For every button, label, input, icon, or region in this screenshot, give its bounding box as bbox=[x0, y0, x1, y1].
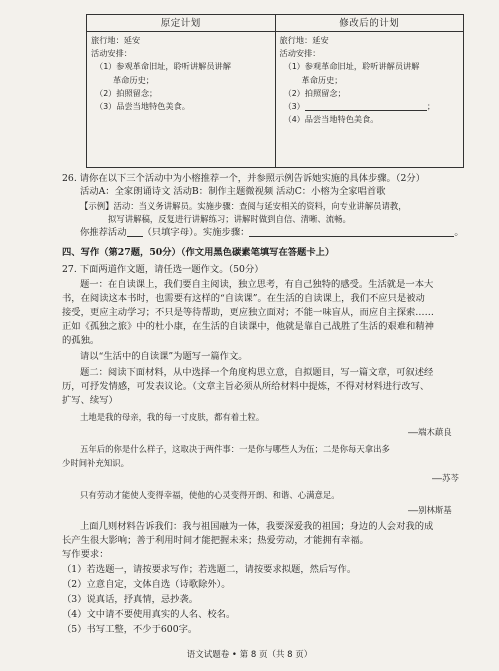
table-line: 活动安排： bbox=[279, 48, 321, 59]
answer-text: 你推荐活动 bbox=[80, 227, 127, 238]
item-number: （3） bbox=[283, 101, 305, 112]
quote-author: ——别林斯基 bbox=[408, 505, 452, 515]
topic1-title-instruction: 请以“生活中的自读课”为题写一篇作文。 bbox=[80, 351, 248, 362]
requirement-item: （4）文中请不要使用真实的人名、校名。 bbox=[62, 609, 236, 620]
topic2-text: 题二：阅读下面材料，从中选择一个角度构思立意，自拟题目，写一篇文章，可叙述经 bbox=[80, 367, 434, 378]
requirement-item: （1）若选题一，请按要求写作；若选题二，请按要求拟题，然后写作。 bbox=[62, 564, 357, 575]
quote-text: 五年后的你是什么样子，这取决于两件事：一是你与哪些人为伍；二是你每天拿出多 bbox=[80, 444, 390, 454]
table-line: （3）品尝当地特色美食。 bbox=[95, 101, 190, 112]
activity-blank[interactable] bbox=[127, 227, 143, 237]
q26-prompt: 26. 请你在以下三个活动中为小榕推荐一个，并参照示例告诉她实施的具体步骤。（2分） bbox=[62, 173, 425, 184]
q26-example-line: 拟写讲解稿，反复进行讲解练习；讲解时做到自信、清晰、流畅。 bbox=[108, 214, 351, 224]
requirement-item: （2）立意自定，文体自选（诗歌除外）。 bbox=[62, 579, 231, 590]
topic2-text: 历，可抒发情感，可发表议论。（文章主旨必须从所给材料中提炼，不得对材料进行改写、 bbox=[62, 381, 430, 392]
topic1-text: 题一：在自读课上，我们要自主阅读，独立思考，有自己独特的感受。生活就是一本大 bbox=[80, 279, 434, 290]
topic1-text: 书，在阅读这本书时，也需要有这样的“自读课”。在生活的自读课上，我们不应只是被动 bbox=[62, 293, 425, 304]
material-summary: 上面几则材料告诉我们：我与祖国融为一体，我要深爱我的祖国；身边的人会对我的成 bbox=[80, 521, 434, 532]
table-line: 旅行地：延安 bbox=[91, 35, 141, 45]
plan-comparison-table bbox=[86, 14, 464, 168]
requirement-item: （3）说真话，抒真情，忌抄袭。 bbox=[62, 594, 199, 605]
quote-text: 土地是我的母亲，我的每一寸皮肤，都有着土粒。 bbox=[80, 412, 265, 422]
topic1-text: 接受，更应主动学习；不只是等待帮助，更应独立面对；不能一味盲从，而应自主探索…… bbox=[62, 307, 434, 318]
requirements-title: 写作要求： bbox=[62, 549, 109, 560]
answer-text: 。 bbox=[454, 227, 464, 238]
table-line: 旅行地：延安 bbox=[279, 35, 329, 45]
answer-text: （只填字母）。实施步骤： bbox=[142, 227, 250, 238]
table-line: （4）品尝当地特色美食。 bbox=[283, 114, 379, 125]
quote-text: 只有劳动才能使人变得幸福，使他的心灵变得开朗、和谐、心满意足。 bbox=[80, 490, 340, 500]
blank-end: ； bbox=[426, 101, 436, 112]
requirement-item: （5）书写工整，不少于600字。 bbox=[62, 624, 198, 635]
table-line: （1）参观革命旧址，聆听讲解员讲解 bbox=[95, 61, 231, 72]
section-heading: 四、写作（第27题，50分）（作文用黑色碳素笔填写在答题卡上） bbox=[62, 247, 335, 258]
q26-example-line: 【示例】活动：当义务讲解员。实施步骤：查阅与延安相关的资料，向专业讲解员请教， bbox=[80, 201, 407, 211]
quote-author: ——苏芩 bbox=[432, 473, 459, 483]
topic1-text: 正如《孤独之旅》中的杜小康，在生活的自读课中，他就是靠自己战胜了生活的艰难和精神 bbox=[62, 321, 434, 332]
material-summary: 长产生很大影响；善于利用时间才能把握未来；热爱劳动，才能拥有幸福。 bbox=[62, 535, 369, 546]
topic1-text: 的孤独。 bbox=[62, 335, 100, 346]
table-header-original: 原定计划 bbox=[87, 15, 276, 32]
q27-prompt: 27. 下面两道作文题，请任选一题作文。（50分） bbox=[62, 264, 264, 275]
table-line: 革命历史； bbox=[113, 74, 154, 85]
table-line: （1）参观革命旧址，聆听讲解员讲解 bbox=[283, 61, 420, 72]
table-line: （2）拍照留念； bbox=[95, 87, 158, 98]
table-header-revised: 修改后的计划 bbox=[275, 15, 464, 32]
page-footer: 语文试题卷 • 第 8 页（共 8 页） bbox=[186, 650, 313, 660]
steps-blank[interactable] bbox=[249, 227, 454, 237]
quote-text: 少时间补充知识。 bbox=[62, 458, 129, 468]
table-line bbox=[280, 100, 460, 113]
original-plan-cell bbox=[87, 32, 276, 168]
fill-in-blank[interactable] bbox=[305, 101, 427, 111]
quote-author: ——端木蕻良 bbox=[408, 427, 452, 437]
q26-answer-line bbox=[80, 227, 464, 239]
table-line: 活动安排： bbox=[91, 48, 132, 59]
table-line: 革命历史； bbox=[301, 74, 343, 85]
topic2-text: 扩写、续写） bbox=[62, 395, 118, 406]
table-line: （2）拍照留念； bbox=[283, 87, 346, 98]
q26-activities: 活动A：全家朗诵诗文 活动B：制作主题微视频 活动C：小榕为全家唱首歌 bbox=[80, 186, 386, 197]
revised-plan-cell bbox=[275, 32, 464, 168]
